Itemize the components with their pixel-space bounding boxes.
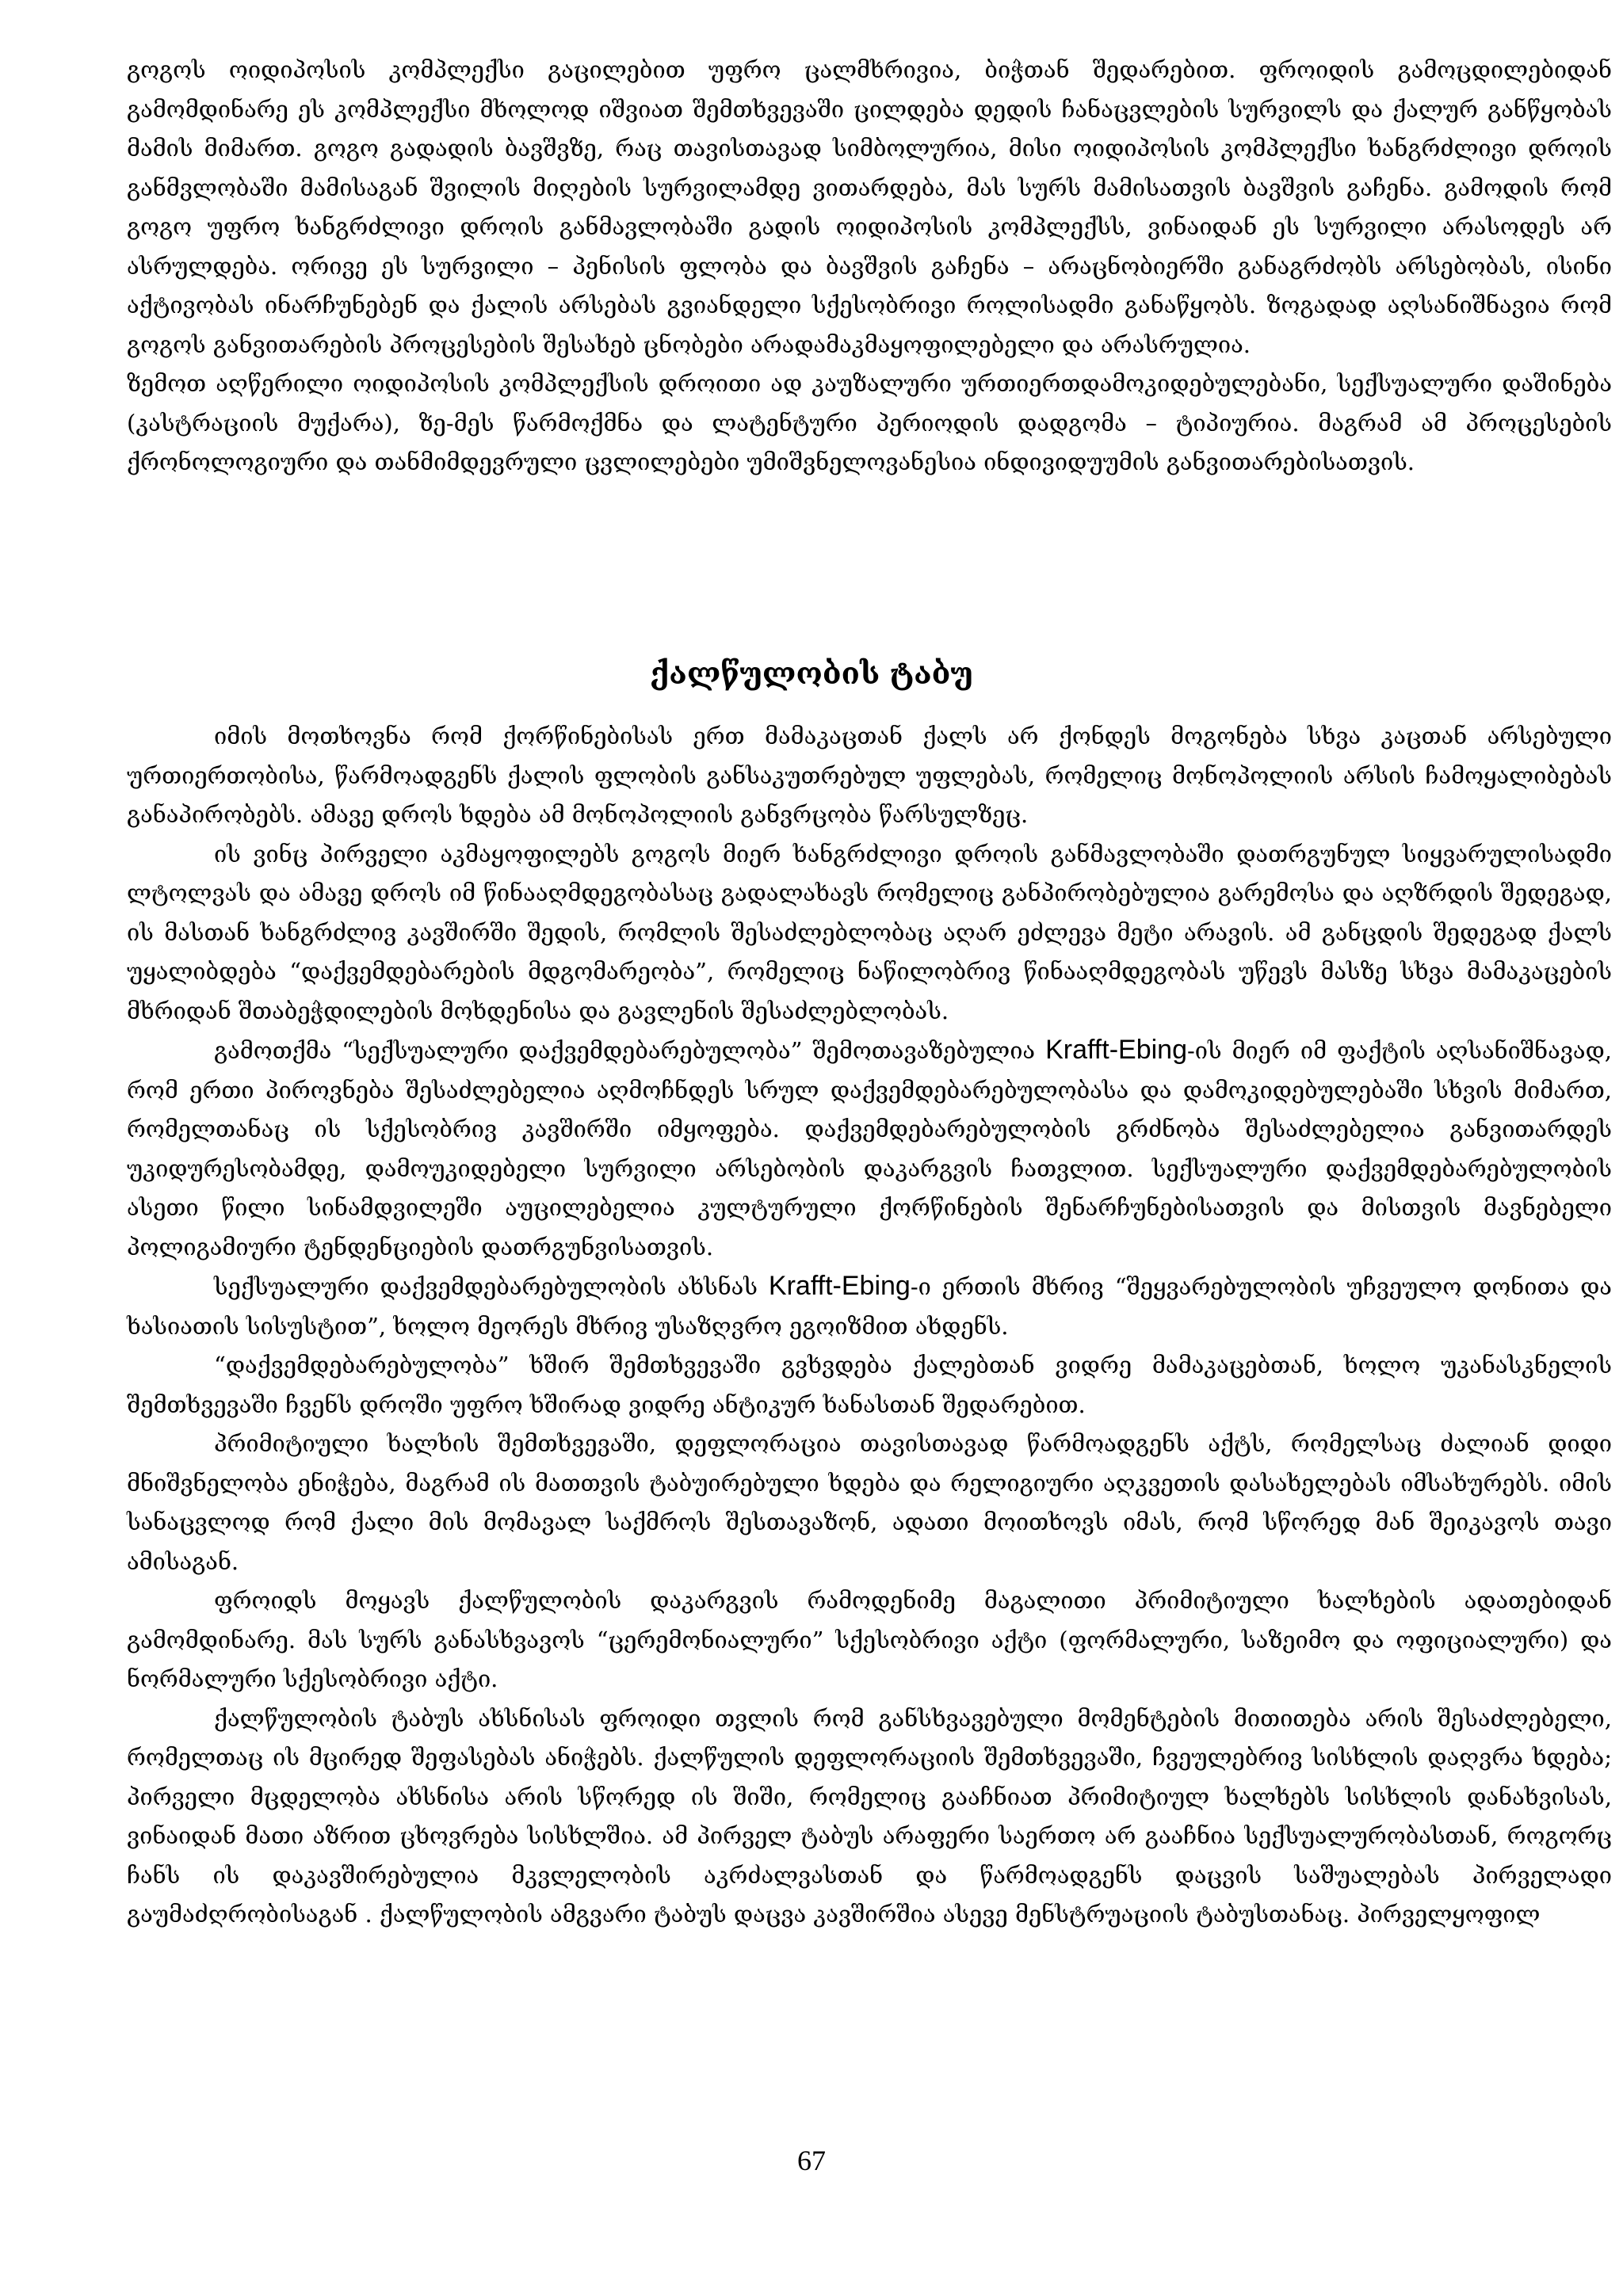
- paragraph-text: გამოთქმა “სექსუალური დაქვემდებარებულობა” შემოთავაზებულია: [214, 1037, 1046, 1064]
- paragraph: “დაქვემდებარებულობა” ხშირ შემთხვევაში გვხვდება ქალებთან ვიდრე მამაკაცებთან, ხოლო უკანასკნელის შემთხვევაში ჩვენს დროში უფრო ხშირად ვიდრე ანტიკურ ხანასთან შედარებით.: [127, 1352, 1612, 1418]
- paragraph: პრიმიტიული ხალხის შემთხვევაში, დეფლორაცია თავისთავად წარმოადგენს აქტს, რომელსაც ძალიან დიდი მნიშვნელობა ენიჭება, მაგრამ ის მათთვის ტაბუირებული ხდება და რელიგიური აღკვეთის დასახელებას იმსახურებს. იმის სანაცვლოდ რომ ქალი მის მომავალ საქმროს შესთავაზონ, ადათი მოითხოვს იმას, რომ სწორედ მან შეიკავოს თავი ამისაგან.: [127, 1430, 1612, 1575]
- paragraph: ის ვინც პირველი აკმაყოფილებს გოგოს მიერ ხანგრძლივი დროის განმავლობაში დათრგუნულ სიყვარულისადმი ლტოლვას და ამავე დროს იმ წინააღმდეგობასაც გადალახავს რომელიც განპირობებულია გარემოსა და აღზრდის შედეგად, ის მასთან ხანგრძლივ კავშირში შედის, რომლის შესაძლებლობაც აღარ ეძლევა მეტი არავის. ამ განცდის შედეგად ქალს უყალიბდება “დაქვემდებარების მდგომარეობა”, რომელიც ნაწილობრივ წინააღმდეგობას უწევს მასზე სხვა მამაკაცების მხრიდან შთაბეჭდილების მოხდენისა და გავლენის შესაძლებლობას.: [127, 840, 1612, 1024]
- paragraph: იმის მოთხოვნა რომ ქორწინებისას ერთ მამაკაცთან ქალს არ ქონდეს მოგონება სხვა კაცთან არსებული ურთიერთობისა, წარმოადგენს ქალის ფლობის განსაკუთრებულ უფლებას, რომელიც მონოპოლიის არსის ჩამოყალიბებას განაპირობებს. ამავე დროს ხდება ამ მონოპოლიის განვრცობა წარსულზეც.: [127, 723, 1612, 828]
- page-number: 67: [797, 2145, 826, 2176]
- author-name: Krafft-Ebing: [768, 1271, 911, 1301]
- paragraph: გოგოს ოიდიპოსის კომპლექსი გაცილებით უფრო ცალმხრივია, ბიჭთან შედარებით. ფროიდის გამოცდილებიდან გამომდინარე ეს კომპლექსი მხოლოდ იშვიათ შემთხვევაში ცილდება დედის ჩანაცვლების სურვილს და ქალურ განწყობას მამის მიმართ. გოგო გადადის ბავშვზე, რაც თავისთავად სიმბოლურია, მისი ოიდიპოსის კომპლექსი ხანგრძლივი დროის განმვლობაში მამისაგან შვილის მიღების სურვილამდე ვითარდება, მას სურს მამისათვის ბავშვის გაჩენა. გამოდის რომ გოგო უფრო ხანგრძლივი დროის განმავლობაში გადის ოიდიპოსის კომპლექსს, ვინაიდან ეს სურვილი არასოდეს არ ასრულდება. ორივე ეს სურვილი – პენისის ფლობა და ბავშვის გაჩენა – არაცნობიერში განაგრძობს არსებობას, ისინი აქტივობას ინარჩუნებენ და ქალის არსებას გვიანდელი სქესობრივი როლისადმი განაწყობს. ზოგადად აღსანიშნავია რომ გოგოს განვითარების პროცესების შესახებ ცნობები არადამაკმაყოფილებელი და არასრულია.: [127, 56, 1612, 358]
- top-text-block: [127, 51, 1612, 482]
- paragraph-text: სექსუალური დაქვემდებარებულობის ახსნას: [214, 1273, 769, 1300]
- paragraph: ზემოთ აღწერილი ოიდიპოსის კომპლექსის დროითი ად კაუზალური ურთიერთდამოკიდებულებანი, სექსუალური დაშინება (კასტრაციის მუქარა), ზე-მეს წარმოქმნა და ლატენტური პერიოდის დადგომა – ტიპიურია. მაგრამ ამ პროცესების ქრონოლოგიური და თანმიმდევრული ცვლილებები უმიშვნელოვანესია ინდივიდუუმის განვითარებისათვის.: [127, 370, 1612, 475]
- paragraph-text: -ის მიერ იმ ფაქტის აღსანიშნავად, რომ ერთი პიროვნება შესაძლებელია აღმოჩნდეს სრულ დაქვემდებარებულობასა და დამოკიდებულებაში სხვის მიმართ, რომელთანაც ის სქესობრივ კავშირში იმყოფება. დაქვემდებარებულობის გრძნობა შესაძლებელია განვითარდეს უკიდურესობამდე, დამოუკიდებელი სურვილი არსებობის დაკარგვის ჩათვლით. სექსუალური დაქვემდებარებულობის ასეთი წილი სინამდვილეში აუცილებელია კულტურული ქორწინების შენარჩუნებისათვის და მისთვის მავნებელი პოლიგამიური ტენდენციების დათრგუნვისათვის.: [127, 1037, 1612, 1261]
- paragraph: [127, 1267, 1612, 1346]
- paragraph: ქალწულობის ტაბუს ახსნისას ფროიდი თვლის რომ განსხვავებული მომენტების მითითება არის შესაძლებელი, რომელთაც ის მცირედ შეფასებას ანიჭებს. ქალწულის დეფლორაციის შემთხვევაში, ჩვეულებრივ სისხლის დაღვრა ხდება; პირველი მცდელობა ახსნისა არის სწორედ ის შიში, რომელიც გააჩნიათ პრიმიტიულ ხალხებს სისხლის დანახვისას, ვინაიდან მათი აზრით ცხოვრება სისხლშია. ამ პირველ ტაბუს არაფერი საერთო არ გააჩნია სექსუალურობასთან, როგორც ჩანს ის დაკავშირებულია მკვლელობის აკრძალვასთან და წარმოადგენს დაცვის საშუალებას პირველადი გაუმაძღრობისაგან . ქალწულობის ამგვარი ტაბუს დაცვა კავშირშია ასევე მენსტრუაციის ტაბუსთანაც. პირველყოფილ: [127, 1704, 1612, 1928]
- paragraph-text: -ი ერთის მხრივ “შეყვარებულობის უჩვეულო დონითა და ხასიათის სისუსტით”, ხოლო მეორეს მხრივ უსაზღვრო ეგოიზმით ახდენს.: [127, 1273, 1612, 1340]
- author-name: Krafft-Ebing: [1045, 1035, 1187, 1065]
- paragraph: [127, 1031, 1612, 1267]
- paragraph: ფროიდს მოყავს ქალწულობის დაკარგვის რამოდენიმე მაგალითი პრიმიტიული ხალხების ადათებიდან გამომდინარე. მას სურს განასხვავოს “ცერემონიალური” სქესობრივი აქტი (ფორმალური, საზეიმო და ოფიციალური) და ნორმალური სქესობრივი აქტი.: [127, 1587, 1612, 1692]
- main-text-block: [127, 717, 1612, 1935]
- section-title: ქალწულობის ტაბუ: [650, 655, 973, 691]
